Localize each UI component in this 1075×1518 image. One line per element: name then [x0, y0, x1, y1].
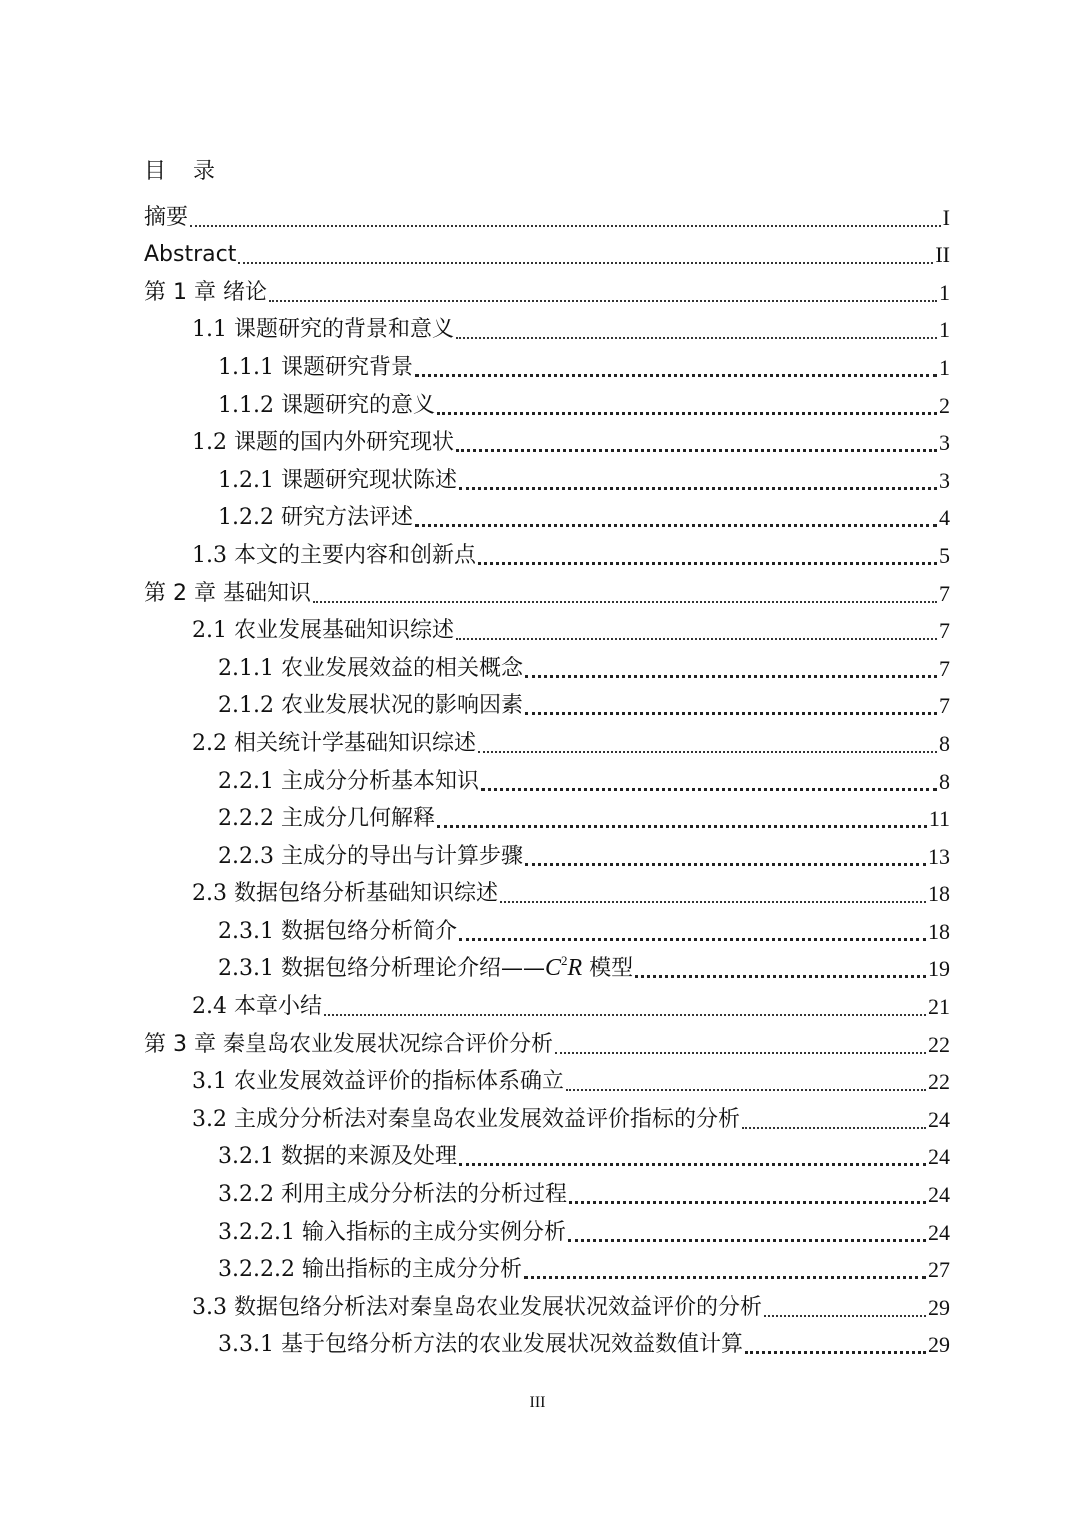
- toc-entry[interactable]: [144, 1323, 950, 1361]
- dot-leader: [524, 1275, 926, 1279]
- dot-leader: [635, 974, 926, 978]
- toc-entry[interactable]: [144, 1172, 950, 1210]
- toc-entry-page: 1: [939, 279, 950, 305]
- toc-entry-page: 7: [939, 655, 950, 681]
- toc-entry[interactable]: [144, 345, 950, 383]
- math-formula: $C^2R$: [544, 953, 583, 982]
- toc-entry-page: II: [935, 242, 950, 268]
- toc-entry-label: 2.2.2 主成分几何解释: [218, 806, 435, 832]
- toc-entry[interactable]: [144, 797, 950, 835]
- toc-entry-label: 3.3 数据包络分析法对秦皇岛农业发展状况效益评价的分析: [192, 1294, 762, 1320]
- toc-entry[interactable]: [144, 195, 950, 233]
- toc-entry-page: 11: [928, 806, 950, 832]
- toc-entry-page: 7: [939, 693, 950, 719]
- toc-entry-page: 29: [928, 1332, 950, 1358]
- toc-entry[interactable]: [144, 496, 950, 534]
- toc-entry-page: 2: [939, 392, 950, 418]
- dot-leader: [437, 824, 927, 828]
- dot-leader: [569, 1200, 926, 1204]
- toc-entry[interactable]: [144, 1135, 950, 1173]
- toc-entry[interactable]: [144, 458, 950, 496]
- toc-entry[interactable]: [144, 1097, 950, 1135]
- dot-leader: [238, 261, 933, 264]
- toc-entry-page: 27: [928, 1257, 950, 1283]
- dot-leader: [459, 937, 926, 941]
- toc-entry-page: 24: [928, 1182, 950, 1208]
- toc-entry-page: 21: [928, 994, 950, 1020]
- toc-entry[interactable]: [144, 383, 950, 421]
- toc-entry-page: 4: [939, 505, 950, 531]
- dot-leader: [456, 637, 937, 640]
- toc-entry[interactable]: [144, 1022, 950, 1060]
- toc-entry[interactable]: [144, 1210, 950, 1248]
- dot-leader: [313, 600, 937, 603]
- dot-leader: [415, 373, 937, 377]
- dot-leader: [481, 787, 937, 791]
- toc-entry-label: 3.2.2.1 输入指标的主成分实例分析: [218, 1219, 566, 1245]
- toc-entry-label: 2.1 农业发展基础知识综述: [192, 618, 454, 644]
- dot-leader: [764, 1314, 926, 1317]
- toc-entry-page: 22: [928, 1069, 950, 1095]
- toc-entry-page: 3: [939, 467, 950, 493]
- toc-entry-page: 7: [939, 580, 950, 606]
- toc-entry-label: 1.2 课题的国内外研究现状: [192, 430, 454, 456]
- toc-entry-label: 1.2.2 研究方法评述: [218, 505, 413, 531]
- toc-entry-page: 29: [928, 1294, 950, 1320]
- toc-entry[interactable]: [144, 609, 950, 647]
- toc-entry-label: 2.1.2 农业发展状况的影响因素: [218, 693, 523, 719]
- toc-entry-page: 24: [928, 1106, 950, 1132]
- toc-entry-label: 3.2.1 数据的来源及处理: [218, 1144, 457, 1170]
- dot-leader: [525, 711, 937, 715]
- toc-entry-label: 1.1.2 课题研究的意义: [218, 392, 435, 418]
- toc-entry-label: 摘要: [144, 204, 189, 230]
- toc-entry[interactable]: [144, 872, 950, 910]
- dot-leader: [555, 1051, 926, 1054]
- toc-entry-label: 3.2.2 利用主成分分析法的分析过程: [218, 1182, 567, 1208]
- toc-entry[interactable]: [144, 1060, 950, 1098]
- toc-entry-label: 2.3.1 数据包络分析简介: [218, 918, 457, 944]
- dot-leader: [459, 1162, 926, 1166]
- toc-entry-page: 8: [939, 730, 950, 756]
- toc-entry-label: 2.2.1 主成分分析基本知识: [218, 768, 479, 794]
- toc-entry-label: 第 1 章 绪论: [144, 279, 267, 305]
- toc-entry-page: 18: [928, 918, 950, 944]
- dot-leader: [525, 862, 926, 866]
- dot-leader: [478, 750, 937, 753]
- toc-entry[interactable]: [144, 308, 950, 346]
- toc-entry-label: 3.2 主成分分析法对秦皇岛农业发展效益评价指标的分析: [192, 1106, 740, 1132]
- toc-entry-label: 2.3.1 数据包络分析理论介绍$——C^2R$ 模型: [218, 953, 634, 982]
- toc-entry-page: 1: [939, 354, 950, 380]
- toc-entry[interactable]: [144, 270, 950, 308]
- toc-entry-label: 2.4 本章小结: [192, 994, 322, 1020]
- toc-entry-page: 13: [928, 843, 950, 869]
- toc-entry[interactable]: [144, 533, 950, 571]
- dot-leader: [500, 900, 926, 903]
- toc-entry-page: 18: [928, 881, 950, 907]
- toc-entry-label: 2.1.1 农业发展效益的相关概念: [218, 655, 523, 681]
- toc-entry[interactable]: [144, 759, 950, 797]
- dot-leader: [742, 1126, 926, 1129]
- toc-entry-label: 3.1 农业发展效益评价的指标体系确立: [192, 1069, 564, 1095]
- page-number-footer: III: [529, 1394, 546, 1411]
- toc-entry[interactable]: [144, 233, 950, 271]
- toc-entry[interactable]: [144, 834, 950, 872]
- toc-entry[interactable]: [144, 421, 950, 459]
- toc-entry-label: 1.1 课题研究的背景和意义: [192, 317, 454, 343]
- dot-leader: [568, 1238, 926, 1242]
- toc-entry-label: 3.3.1 基于包络分析方法的农业发展状况效益数值计算: [218, 1332, 743, 1358]
- toc-entry-page: 22: [928, 1031, 950, 1057]
- toc-entry-label: 第 2 章 基础知识: [144, 580, 311, 606]
- dot-leader: [190, 224, 941, 227]
- toc-entry[interactable]: [144, 721, 950, 759]
- toc-entry[interactable]: [144, 909, 950, 947]
- toc-entry-page: 24: [928, 1144, 950, 1170]
- toc-entry-page: I: [942, 204, 950, 230]
- dot-leader: [745, 1350, 926, 1354]
- dot-leader: [415, 523, 937, 527]
- toc-entry[interactable]: [144, 684, 950, 722]
- dot-leader: [478, 561, 937, 565]
- toc-entry-label: 第 3 章 秦皇岛农业发展状况综合评价分析: [144, 1031, 553, 1057]
- dot-leader: [456, 336, 937, 339]
- toc-entry-page: 3: [939, 430, 950, 456]
- toc-entry[interactable]: [144, 1285, 950, 1323]
- toc-entry[interactable]: [144, 984, 950, 1022]
- dot-leader: [324, 1013, 926, 1016]
- toc-title: 目 录: [144, 159, 225, 184]
- toc-entry-page: 1: [939, 317, 950, 343]
- dot-leader: [269, 299, 937, 302]
- toc-entry-label: Abstract: [144, 242, 237, 268]
- toc-entry[interactable]: [144, 1248, 950, 1286]
- dot-leader: [459, 486, 937, 490]
- toc-entry[interactable]: [144, 646, 950, 684]
- toc-entry-label: 1.3 本文的主要内容和创新点: [192, 542, 476, 568]
- toc-entry-label: 3.2.2.2 输出指标的主成分分析: [218, 1257, 522, 1283]
- dot-leader: [566, 1088, 926, 1091]
- toc-entry-label: 1.1.1 课题研究背景: [218, 354, 413, 380]
- dot-leader: [525, 674, 937, 678]
- toc-entry-label: 2.2.3 主成分的导出与计算步骤: [218, 843, 523, 869]
- toc-entry[interactable]: [144, 947, 950, 985]
- toc-entry-page: 24: [928, 1219, 950, 1245]
- toc-entry-page: 7: [939, 618, 950, 644]
- table-of-contents: [144, 195, 950, 1360]
- toc-entry-page: 8: [939, 768, 950, 794]
- toc-entry-page: 5: [939, 542, 950, 568]
- toc-entry-label: 2.2 相关统计学基础知识综述: [192, 730, 476, 756]
- dot-leader: [456, 448, 937, 452]
- toc-entry-label: 2.3 数据包络分析基础知识综述: [192, 881, 498, 907]
- toc-entry[interactable]: [144, 571, 950, 609]
- dot-leader: [437, 411, 937, 415]
- toc-entry-page: 19: [928, 956, 950, 982]
- toc-entry-label: 1.2.1 课题研究现状陈述: [218, 467, 457, 493]
